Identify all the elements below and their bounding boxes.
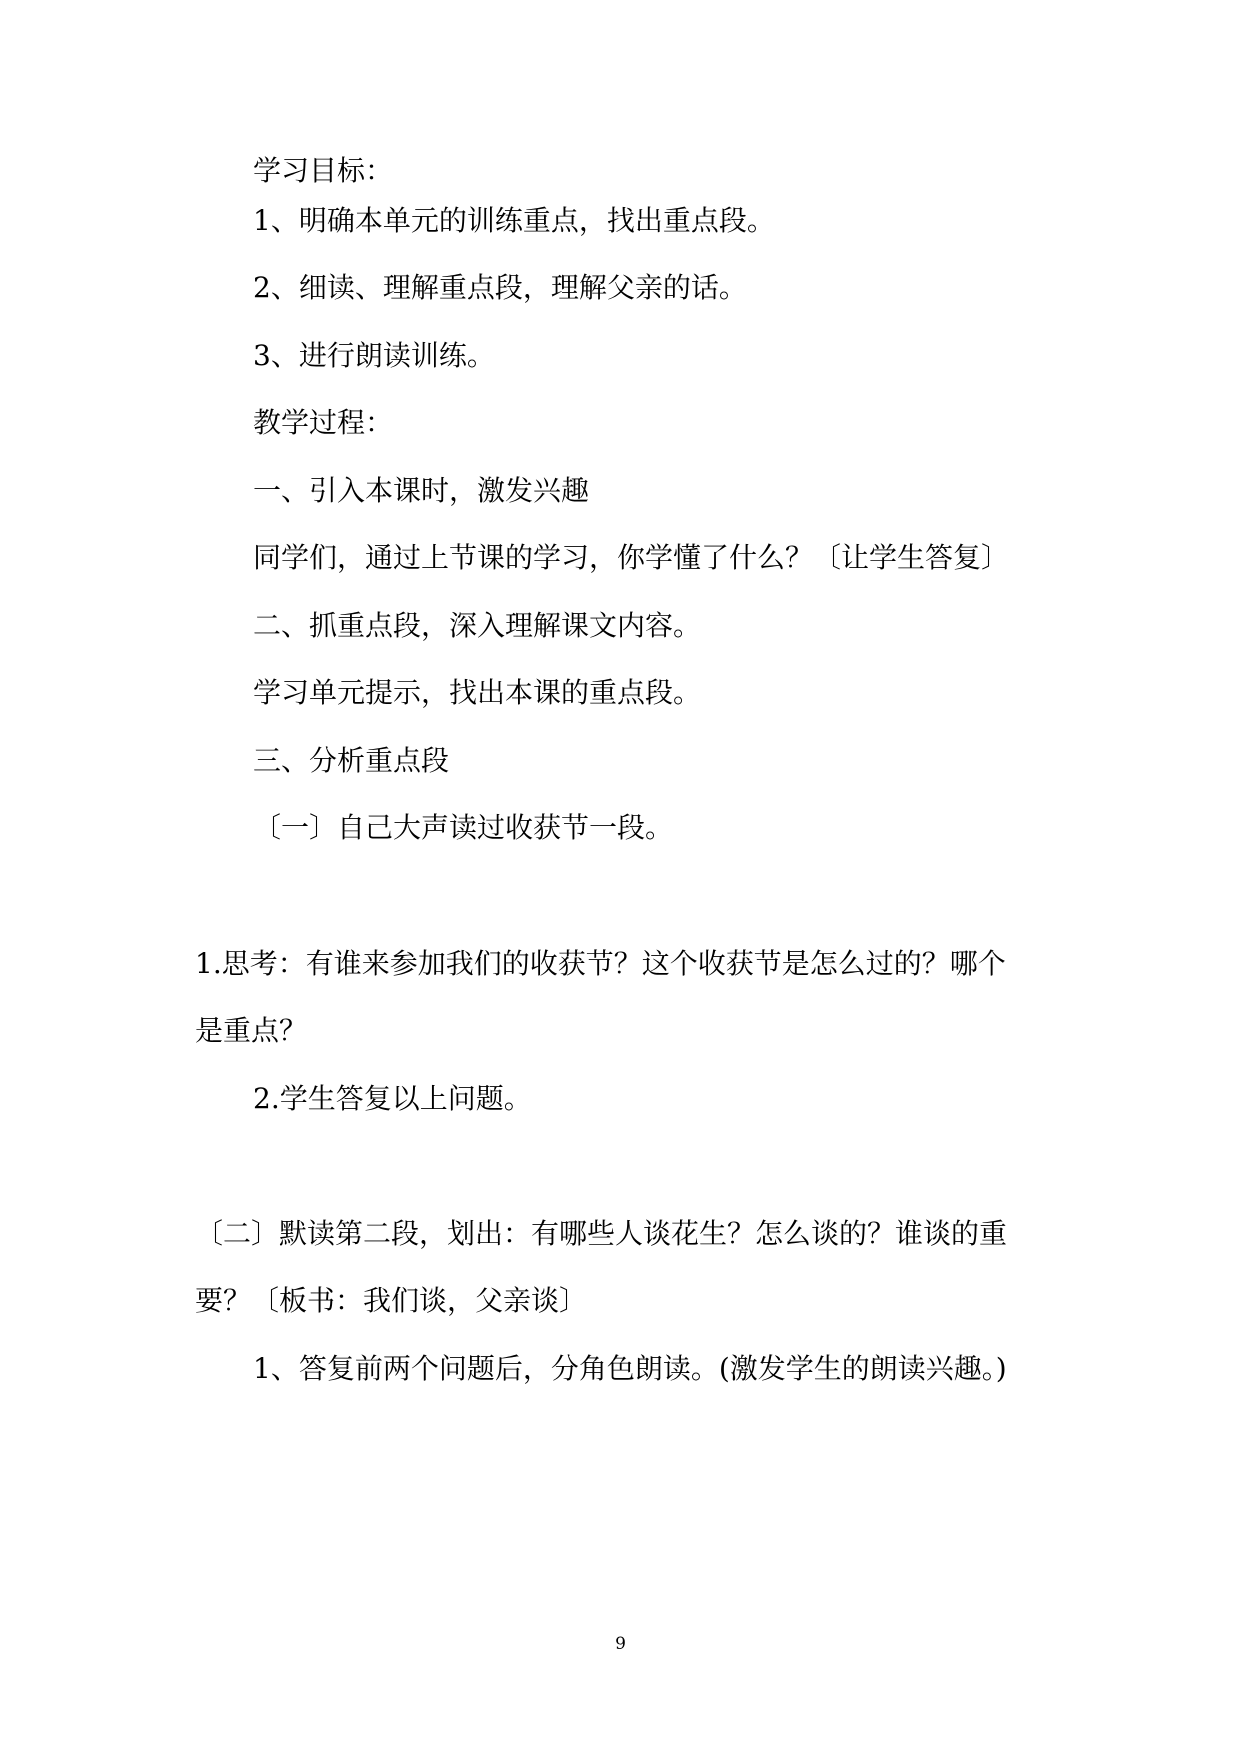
subsection-two-title: 〔二〕默读第二段，划出：有哪些人谈花生？怎么谈的？谁谈的重 <box>195 1217 1008 1250</box>
paragraph-text: 2.学生答复以上问题。 <box>253 1082 532 1115</box>
heading-teaching-process: 教学过程： <box>253 406 394 439</box>
paragraph-text: 1、答复前两个问题后，分角色朗读。(激发学生的朗读兴趣。) <box>253 1352 1007 1385</box>
section-two-title: 二、抓重点段，深入理解课文内容。 <box>253 609 702 642</box>
subsection-one-title: 〔一〕自己大声读过收获节一段。 <box>253 811 674 844</box>
paragraph-text: 学习单元提示，找出本课的重点段。 <box>253 676 702 709</box>
section-three-title: 三、分析重点段 <box>253 744 450 777</box>
paragraph-text: 1.思考：有谁来参加我们的收获节？这个收获节是怎么过的？哪个 <box>195 947 1006 980</box>
page-number: 9 <box>615 1634 626 1654</box>
goal-item-1: 1、明确本单元的训练重点，找出重点段。 <box>253 204 775 237</box>
goal-item-3: 3、进行朗读训练。 <box>253 339 495 372</box>
heading-learning-goals: 学习目标： <box>253 154 394 187</box>
subsection-two-title-continued: 要？〔板书：我们谈，父亲谈〕 <box>195 1284 588 1317</box>
paragraph-text: 同学们，通过上节课的学习，你学懂了什么？〔让学生答复〕 <box>253 541 1010 574</box>
section-one-title: 一、引入本课时，激发兴趣 <box>253 474 590 507</box>
paragraph-text-continued: 是重点？ <box>195 1014 308 1047</box>
goal-item-2: 2、细读、理解重点段，理解父亲的话。 <box>253 271 747 304</box>
